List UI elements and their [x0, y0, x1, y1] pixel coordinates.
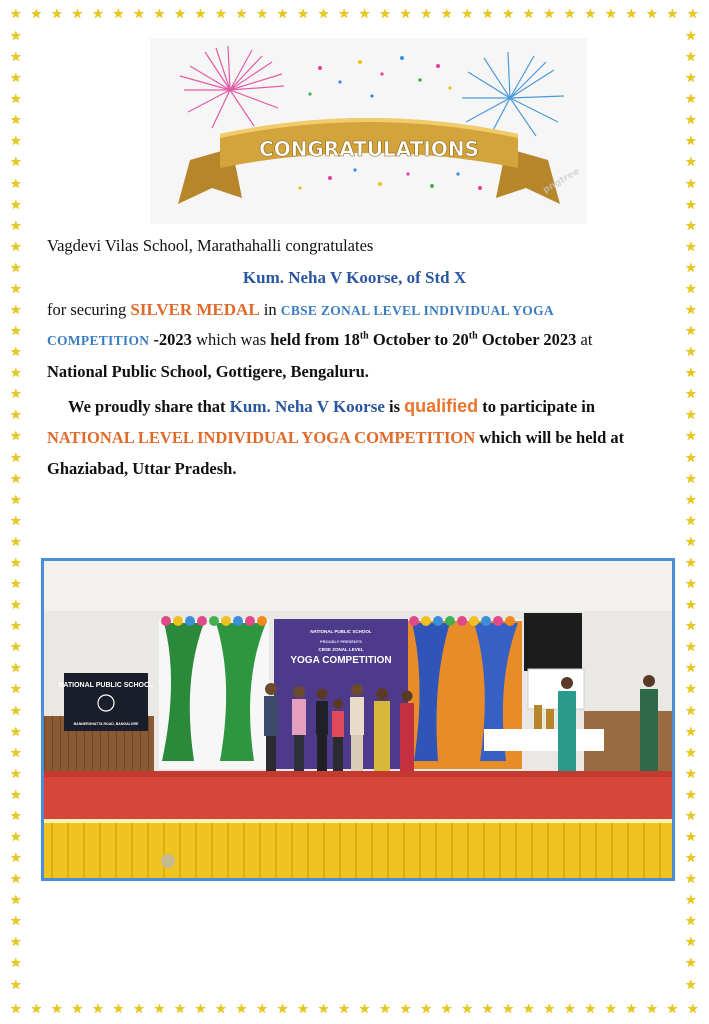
star-border-left: [10, 30, 24, 992]
star-icon: ★: [685, 29, 697, 44]
star-icon: ★: [685, 977, 697, 993]
star-icon: ★: [685, 555, 697, 571]
star-icon: ★: [685, 239, 697, 255]
star-icon: ★: [685, 577, 697, 593]
star-icon: ★: [10, 787, 22, 803]
star-icon: ★: [379, 7, 391, 22]
star-icon: ★: [685, 471, 697, 487]
star-icon: ★: [10, 50, 22, 66]
star-icon: ★: [604, 7, 617, 22]
event-text-1: CBSE ZONAL LEVEL INDIVIDUAL YOGA: [280, 303, 554, 318]
star-icon: ★: [685, 829, 697, 845]
star-icon: ★: [685, 134, 697, 150]
star-icon: ★: [10, 598, 22, 614]
star-icon: ★: [10, 324, 22, 340]
star-icon: ★: [685, 281, 697, 297]
star-icon: ★: [685, 851, 697, 867]
banner-text: CONGRATULATIONS: [259, 137, 479, 161]
star-icon: ★: [10, 281, 22, 297]
star-icon: ★: [174, 7, 186, 22]
star-icon: ★: [133, 7, 145, 22]
watermark-text: pngtree: [541, 166, 582, 196]
star-icon: ★: [440, 7, 453, 22]
star-icon: ★: [10, 661, 22, 677]
star-icon: ★: [685, 534, 697, 550]
national-event-text: NATIONAL LEVEL INDIVIDUAL YOGA COMPETITION: [47, 428, 476, 447]
star-icon: ★: [685, 787, 697, 803]
para2-text-c: to participate in: [478, 397, 596, 416]
star-icon: ★: [71, 7, 84, 22]
star-icon: ★: [685, 914, 697, 930]
star-icon: ★: [685, 956, 697, 972]
star-icon: ★: [685, 218, 697, 234]
intro-line: Vagdevi Vilas School, Marathahalli congratulates: [47, 236, 374, 255]
star-icon: ★: [297, 1002, 309, 1017]
para1-text-d: which was: [191, 330, 271, 349]
star-icon: ★: [71, 1002, 84, 1017]
star-icon: ★: [685, 935, 697, 951]
star-icon: ★: [645, 7, 658, 22]
para2-text-a: We proudly share that: [68, 397, 230, 416]
star-icon: ★: [10, 640, 22, 656]
date-from-text: held from 18: [270, 330, 360, 349]
star-border-bottom: [10, 1003, 699, 1016]
sup-2: th: [468, 330, 478, 342]
para1-text-b: in: [259, 300, 281, 319]
star-icon: ★: [153, 1002, 166, 1017]
star-icon: ★: [10, 555, 22, 571]
star-icon: ★: [502, 7, 515, 22]
star-icon: ★: [685, 345, 697, 361]
star-icon: ★: [338, 1002, 350, 1017]
star-icon: ★: [685, 682, 697, 698]
star-icon: ★: [10, 724, 22, 740]
star-icon: ★: [584, 7, 597, 22]
star-icon: ★: [502, 1002, 515, 1017]
star-icon: ★: [481, 7, 494, 22]
star-icon: ★: [685, 640, 697, 656]
para2-text-b: is: [384, 397, 405, 416]
star-icon: ★: [685, 387, 697, 403]
star-icon: ★: [153, 7, 166, 22]
star-icon: ★: [235, 7, 248, 22]
star-icon: ★: [133, 1002, 145, 1017]
star-icon: ★: [10, 893, 22, 909]
star-icon: ★: [685, 492, 697, 508]
star-icon: ★: [440, 1002, 453, 1017]
year-text: -2023: [149, 330, 192, 349]
star-icon: ★: [10, 577, 22, 593]
star-icon: ★: [685, 724, 697, 740]
star-icon: ★: [685, 598, 697, 614]
star-icon: ★: [687, 7, 699, 22]
star-icon: ★: [685, 71, 697, 87]
star-icon: ★: [10, 619, 22, 635]
student-line: Kum. Neha V Koorse, of Std X: [242, 268, 467, 287]
star-icon: ★: [10, 1002, 22, 1017]
star-icon: ★: [10, 450, 22, 466]
star-icon: ★: [10, 408, 22, 424]
star-icon: ★: [685, 408, 697, 424]
star-icon: ★: [256, 1002, 268, 1017]
star-icon: ★: [625, 7, 638, 22]
star-icon: ★: [685, 808, 697, 824]
para2-text-d: which will be held at: [475, 428, 625, 447]
star-icon: ★: [685, 513, 697, 529]
star-icon: ★: [174, 1002, 186, 1017]
star-icon: ★: [194, 1002, 207, 1017]
star-icon: ★: [10, 29, 22, 44]
place-line: Ghaziabad, Uttar Pradesh.: [47, 459, 237, 478]
congratulations-banner-image: [150, 38, 587, 224]
date-to-text: October to 20: [368, 330, 469, 349]
event-photo: [41, 558, 675, 881]
star-icon: ★: [420, 7, 432, 22]
star-icon: ★: [10, 92, 22, 108]
star-icon: ★: [563, 1002, 576, 1017]
screen-school: NATIONAL PUBLIC SCHOOL: [310, 629, 372, 634]
star-icon: ★: [194, 7, 207, 22]
star-icon: ★: [256, 7, 268, 22]
star-icon: ★: [10, 935, 22, 951]
star-icon: ★: [317, 7, 330, 22]
screen-title: YOGA COMPETITION: [290, 655, 392, 666]
star-icon: ★: [604, 1002, 617, 1017]
left-banner-sub: BANNERGHATTA ROAD, BANGALORE: [73, 722, 139, 726]
star-icon: ★: [10, 71, 22, 87]
screen-level: CBSE ZONAL LEVEL: [318, 647, 364, 652]
star-icon: ★: [358, 7, 371, 22]
star-icon: ★: [10, 977, 22, 993]
star-icon: ★: [10, 345, 22, 361]
star-icon: ★: [338, 7, 350, 22]
star-icon: ★: [687, 1002, 699, 1017]
star-icon: ★: [10, 7, 22, 22]
star-icon: ★: [297, 7, 309, 22]
star-icon: ★: [10, 197, 22, 213]
star-icon: ★: [685, 92, 697, 108]
star-icon: ★: [522, 1002, 535, 1017]
star-icon: ★: [10, 176, 22, 192]
star-icon: ★: [30, 1002, 43, 1017]
star-icon: ★: [625, 1002, 638, 1017]
star-icon: ★: [10, 155, 22, 171]
star-icon: ★: [685, 703, 697, 719]
star-icon: ★: [10, 239, 22, 255]
screen-presents: PROUDLY PRESENTS: [320, 639, 362, 644]
star-icon: ★: [522, 7, 535, 22]
star-icon: ★: [276, 1002, 289, 1017]
star-icon: ★: [685, 619, 697, 635]
star-icon: ★: [10, 387, 22, 403]
star-icon: ★: [685, 661, 697, 677]
star-icon: ★: [685, 366, 697, 382]
star-icon: ★: [215, 7, 227, 22]
star-icon: ★: [317, 1002, 330, 1017]
star-icon: ★: [235, 1002, 248, 1017]
star-icon: ★: [685, 176, 697, 192]
star-icon: ★: [481, 1002, 494, 1017]
para2-name: Kum. Neha V Koorse: [229, 397, 385, 416]
star-icon: ★: [685, 197, 697, 213]
star-icon: ★: [92, 7, 104, 22]
qualified-text: qualified: [404, 396, 479, 416]
star-icon: ★: [685, 324, 697, 340]
star-icon: ★: [666, 1002, 679, 1017]
star-icon: ★: [685, 745, 697, 761]
star-icon: ★: [10, 218, 22, 234]
para2-line2: [47, 428, 624, 448]
star-border-top: [10, 8, 699, 21]
star-icon: ★: [685, 50, 697, 66]
star-icon: ★: [379, 1002, 391, 1017]
star-border-right: [685, 30, 699, 992]
star-icon: ★: [420, 1002, 432, 1017]
star-icon: ★: [685, 893, 697, 909]
star-icon: ★: [685, 872, 697, 888]
sup-1: th: [359, 330, 369, 342]
event-text-2: COMPETITION: [47, 333, 150, 348]
star-icon: ★: [215, 1002, 227, 1017]
star-icon: ★: [461, 7, 473, 22]
star-icon: ★: [685, 260, 697, 276]
star-icon: ★: [645, 1002, 658, 1017]
star-icon: ★: [358, 1002, 371, 1017]
star-icon: ★: [10, 260, 22, 276]
star-icon: ★: [666, 7, 679, 22]
star-icon: ★: [112, 7, 125, 22]
star-icon: ★: [10, 745, 22, 761]
para1-line1: [47, 300, 554, 320]
star-icon: ★: [685, 766, 697, 782]
star-icon: ★: [10, 766, 22, 782]
star-icon: ★: [10, 366, 22, 382]
star-icon: ★: [685, 113, 697, 129]
star-icon: ★: [10, 492, 22, 508]
para1-line2: [47, 330, 592, 350]
star-icon: ★: [543, 7, 556, 22]
star-icon: ★: [10, 829, 22, 845]
star-icon: ★: [10, 872, 22, 888]
venue-line: National Public School, Gottigere, Bengaluru.: [47, 362, 369, 381]
star-icon: ★: [461, 1002, 473, 1017]
star-icon: ★: [92, 1002, 104, 1017]
star-icon: ★: [685, 155, 697, 171]
medal-text: SILVER MEDAL: [130, 300, 260, 319]
star-icon: ★: [399, 1002, 412, 1017]
star-icon: ★: [10, 471, 22, 487]
star-icon: ★: [685, 450, 697, 466]
star-icon: ★: [10, 703, 22, 719]
star-icon: ★: [51, 1002, 63, 1017]
star-icon: ★: [10, 534, 22, 550]
star-icon: ★: [10, 808, 22, 824]
star-icon: ★: [685, 303, 697, 319]
star-icon: ★: [399, 7, 412, 22]
star-icon: ★: [10, 303, 22, 319]
star-icon: ★: [543, 1002, 556, 1017]
star-icon: ★: [10, 682, 22, 698]
star-icon: ★: [685, 429, 697, 445]
star-icon: ★: [10, 914, 22, 930]
date-month-text: October 2023: [477, 330, 577, 349]
star-icon: ★: [51, 7, 63, 22]
star-icon: ★: [584, 1002, 597, 1017]
star-icon: ★: [563, 7, 576, 22]
star-icon: ★: [10, 956, 22, 972]
star-icon: ★: [276, 7, 289, 22]
star-icon: ★: [10, 429, 22, 445]
star-icon: ★: [10, 513, 22, 529]
para2-line1: [68, 396, 595, 417]
para1-text-a: for securing: [47, 300, 131, 319]
star-icon: ★: [10, 113, 22, 129]
para1-text-h: at: [576, 330, 593, 349]
star-icon: ★: [112, 1002, 125, 1017]
star-icon: ★: [30, 7, 43, 22]
left-banner-title: NATIONAL PUBLIC SCHOOL: [58, 682, 154, 689]
star-icon: ★: [10, 851, 22, 867]
star-icon: ★: [10, 134, 22, 150]
